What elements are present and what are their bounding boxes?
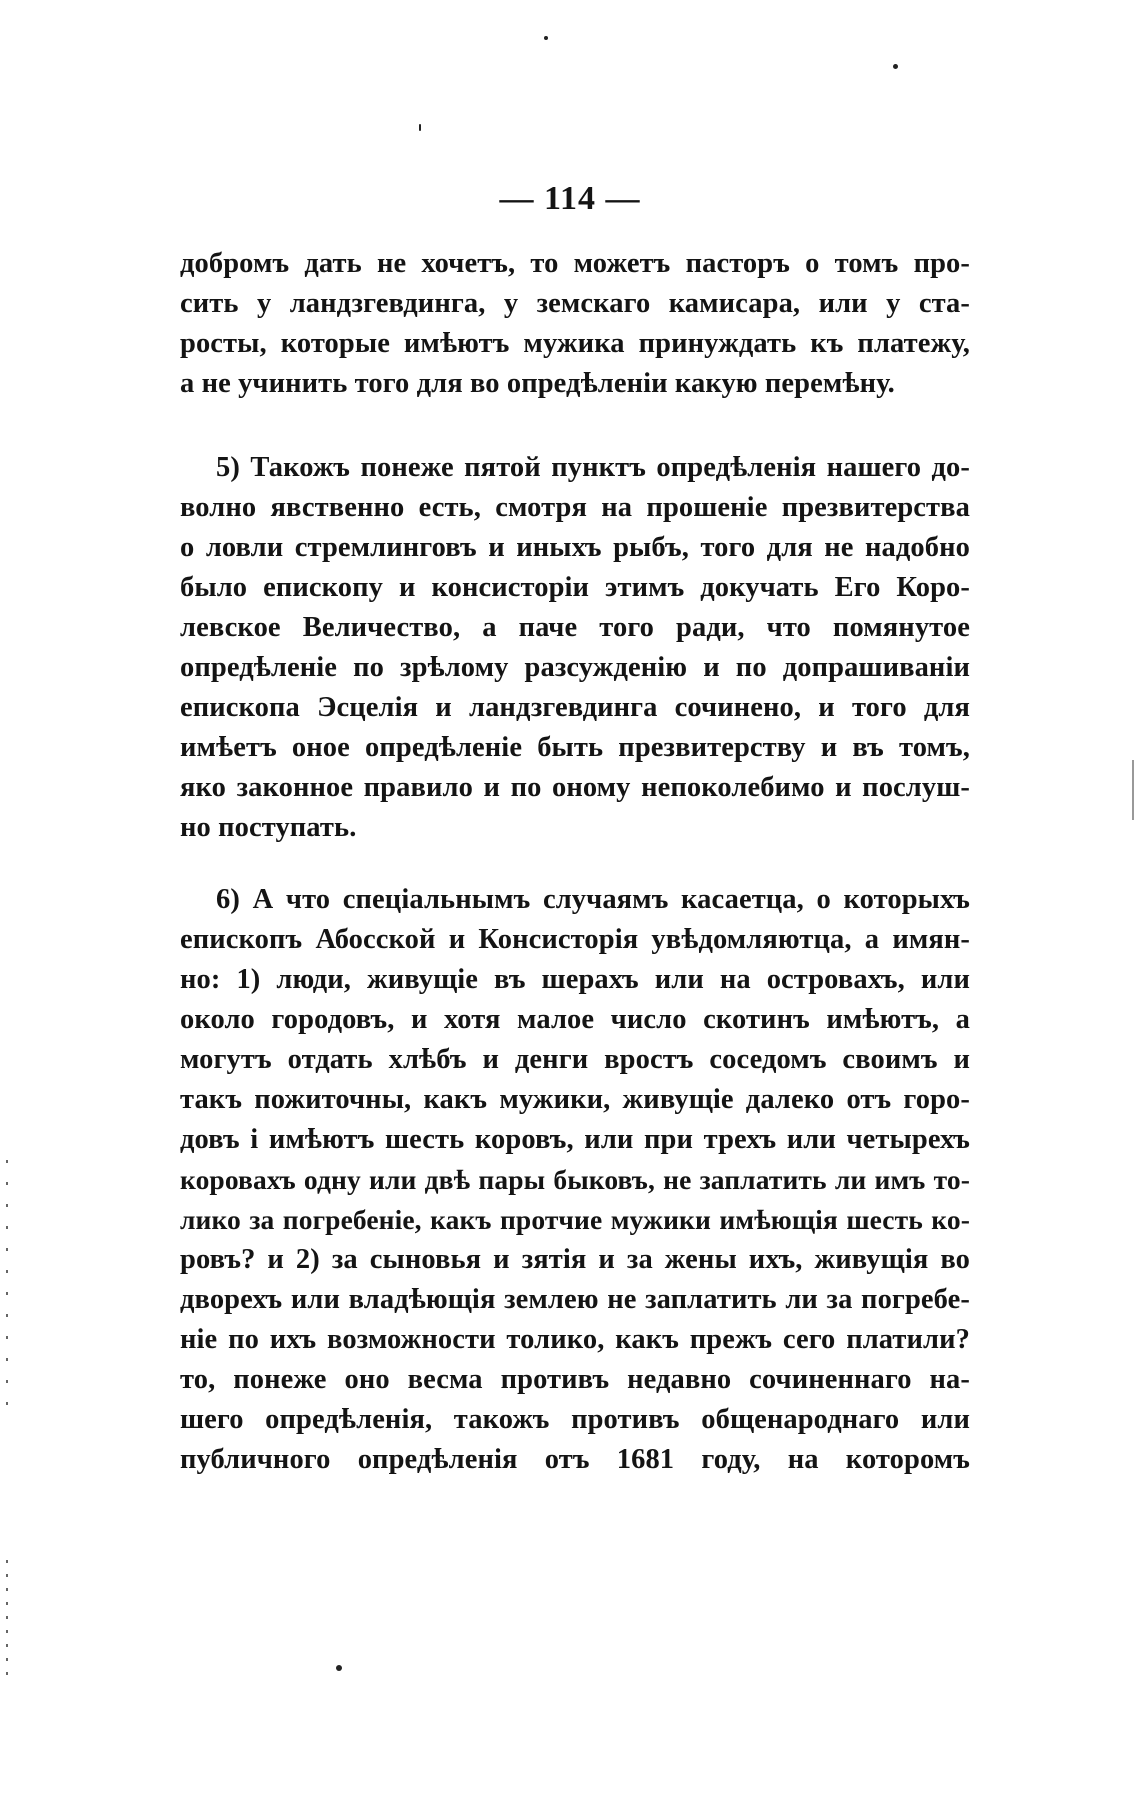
text-line: дворехъ или владѣющія землею не заплатить ли за погребе- [180, 1284, 970, 1315]
scan-speck [419, 124, 421, 131]
text-line: росты, которые имѣютъ мужика принуждать къ платежу, [180, 328, 970, 359]
text-line: но: 1) люди, живущіе въ шерахъ или на островахъ, или [180, 964, 970, 995]
text-line: 5) Такожъ понеже пятой пунктъ опредѣленія нашего до- [216, 452, 970, 483]
text-line: о ловли стремлинговъ и иныхъ рыбъ, того для не надобно [180, 532, 970, 563]
text-line: имѣетъ оное опредѣленіе быть презвитерству и въ томъ, [180, 732, 970, 763]
text-line: ровъ? и 2) за сыновья и зятія и за жены ихъ, живущія во [180, 1244, 970, 1275]
scan-edge-mark [1132, 760, 1134, 820]
text-line: шего опредѣленія, такожъ противъ общенароднаго или [180, 1404, 970, 1435]
paragraph-item-6 [180, 880, 970, 1480]
scan-speck [336, 1665, 342, 1671]
text-line: публичного опредѣленія отъ 1681 году, на которомъ [180, 1444, 970, 1475]
text-line: 6) А что спеціальнымъ случаямъ касаетца, о которыхъ [216, 884, 970, 915]
scan-edge-mark [6, 1560, 8, 1680]
text-line: волно явственно есть, смотря на прошеніе презвитерства [180, 492, 970, 523]
text-line: было епископу и консисторіи этимъ докучать Его Коро- [180, 572, 970, 603]
text-line: яко законное правило и по оному непоколебимо и послуш- [180, 772, 970, 803]
text-line: епископъ Абосской и Консисторія увѣдомляютца, а имян- [180, 924, 970, 955]
text-line: но поступать. [180, 812, 357, 843]
text-line: около городовъ, и хотя малое число скотинъ имѣютъ, а [180, 1004, 970, 1035]
text-line: ніе по ихъ возможности толико, какъ прежъ сего платили? [180, 1324, 970, 1355]
text-line: лико за погребеніе, какъ протчие мужики имѣющія шесть ко- [180, 1204, 970, 1235]
text-line: могутъ отдать хлѣбъ и денги вростъ соседомъ своимъ и [180, 1044, 970, 1075]
text-line: опредѣленіе по зрѣлому разсужденію и по допрашиваніи [180, 652, 970, 683]
scan-edge-mark [6, 1160, 8, 1420]
page-number: — 114 — [499, 180, 641, 217]
text-line: сить у ландзгевдинга, у земскаго камисара, или у ста- [180, 288, 970, 319]
text-line: левское Величество, а паче того ради, что помянутое [180, 612, 970, 643]
paragraph-item-5 [180, 448, 970, 848]
text-line: то, понеже оно весма противъ недавно сочиненнаго на- [180, 1364, 970, 1395]
text-line: епископа Эсцелія и ландзгевдинга сочинено, и того для [180, 692, 970, 723]
text-line: коровахъ одну или двѣ пары быковъ, не заплатить ли имъ то- [180, 1164, 970, 1195]
paragraph-continuation [180, 244, 970, 404]
text-line: а не учинить того для во опредѣленіи какую перемѣну. [180, 368, 895, 399]
scan-speck [544, 36, 548, 40]
text-line: такъ пожиточны, какъ мужики, живущіе далеко отъ горо- [180, 1084, 970, 1115]
scan-speck [893, 64, 898, 69]
text-line: довъ і имѣютъ шесть коровъ, или при трехъ или четырехъ [180, 1124, 970, 1155]
text-line: добромъ дать не хочетъ, то можетъ пасторъ о томъ про- [180, 248, 970, 279]
